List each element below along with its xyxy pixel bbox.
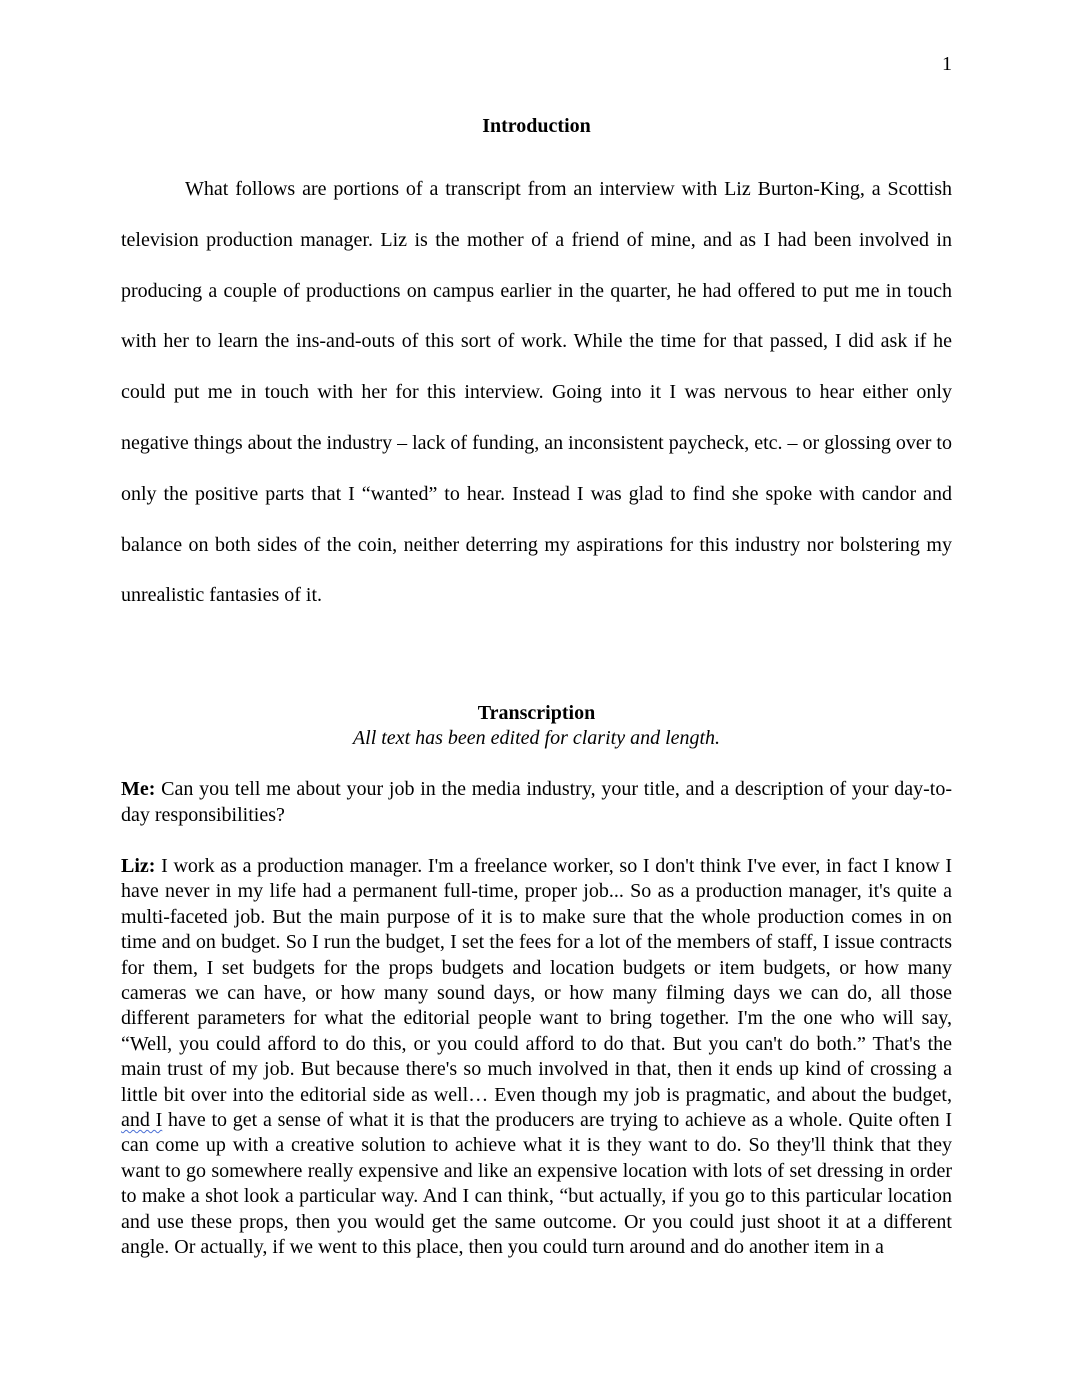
- introduction-paragraph: What follows are portions of a transcript from an interview with Liz Burton-King, a Scottish television production manager. Liz is the mother of a friend of mine, and as I had been involved in producing a couple of productions on campus earlier in the quarter, he had offered to put me in touch with her to learn the ins-and-outs of this sort of work. While the time for that passed, I did ask if he could put me in touch with her for this interview. Going into it I was nervous to hear either only negative things about the industry – lack of funding, an inconsistent paycheck, etc. – or glossing over to only the positive parts that I “wanted” to hear. Instead I was glad to find she spoke with candor and balance on both sides of the coin, neither deterring my aspirations for this industry nor bolstering my unrealistic fantasies of it.: [121, 178, 952, 607]
- spellcheck-flagged-text[interactable]: and I: [121, 1109, 163, 1132]
- page-number: 1: [942, 53, 952, 75]
- answer-speaker: Liz:: [121, 854, 156, 877]
- transcription-subtitle: All text has been edited for clarity and length.: [352, 727, 721, 750]
- question-paragraph: [121, 777, 952, 828]
- answer-paragraph: [121, 854, 952, 1261]
- question-text: Can you tell me about your job in the media industry, your title, and a description of your day-to-day responsibilities?: [121, 778, 953, 826]
- question-speaker: Me:: [121, 778, 156, 801]
- answer-text-before: I work as a production manager. I'm a freelance worker, so I don't think I've ever, in fact I know I have never in my life had a permanent full-time, proper job... So as a production manager, it's quite a multi-faceted job. But the main purpose of it is to make sure that the whole production comes in on time and on budget. So I run the budget, I set the fees for a lot of the members of staff, I issue contracts for them, I set budgets for the props budgets and location budgets or item budgets, or how many cameras we can have, or how many sound days, or how many filming days we can do, all those different parameters for what the editorial people want to bring together. I'm the one who will say, “Well, you could afford to do this, or you could afford to do that. But you can't do both.” That's the main trust of my job. But because there's so much involved in that, then it ends up kind of crossing a little bit over into the editorial side as well… Even though my job is pragmatic, and about the budget,: [121, 854, 952, 1106]
- transcription-heading: Transcription: [477, 702, 596, 725]
- introduction-heading: Introduction: [482, 115, 591, 137]
- answer-text-after: have to get a sense of what it is that the producers are trying to achieve as a whole. Quite often I can come up with a creative solution to achieve what it is they want to do. So they'll think that they want to go somewhere really expensive and like an expensive location with lots of set dressing in order to make a shot look a particular way. And I can think, “but actually, if you go to this particular location and use these props, then you would get the same outcome. Or you could just shoot it at a different angle. Or actually, if we went to this place, then you could turn around and do another item in a: [121, 1109, 953, 1259]
- document-body: [121, 114, 952, 1260]
